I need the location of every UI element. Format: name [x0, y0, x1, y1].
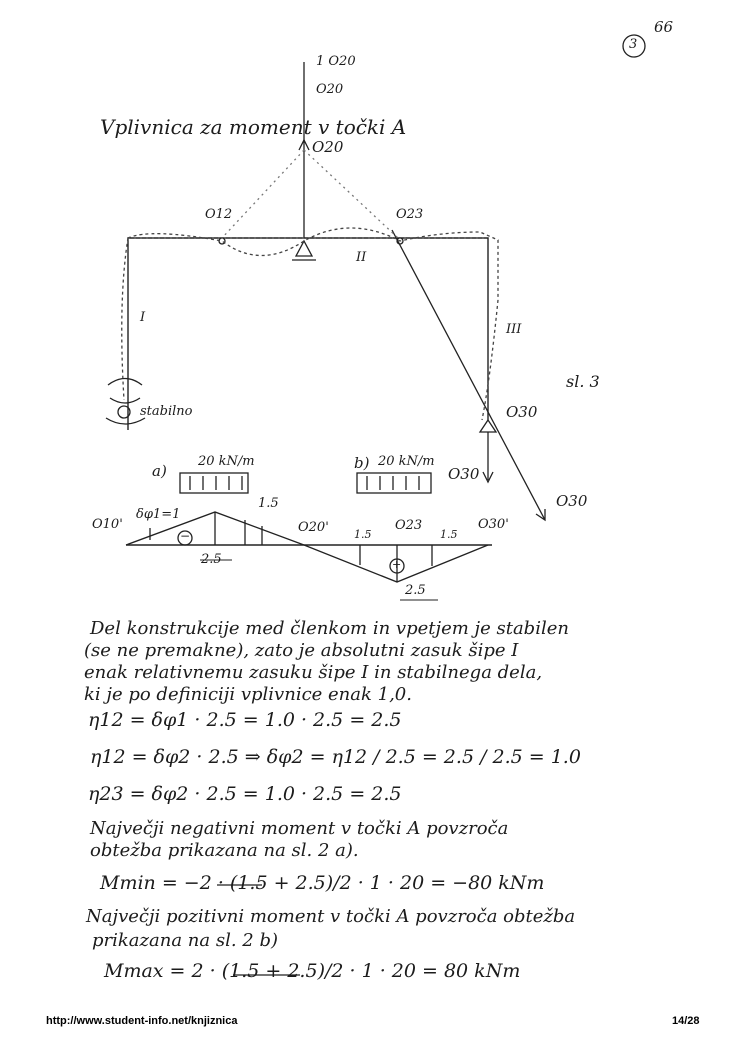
middle-support — [296, 241, 312, 256]
il-v2: 1.5 — [440, 528, 458, 541]
footer-page-number: 14/28 — [672, 1015, 700, 1027]
para1-line1: Del konstrukcije med členkom in vpetjem je stabilen — [90, 618, 569, 639]
displaced-part-one — [122, 238, 128, 400]
pole-o12: O12 — [205, 207, 233, 222]
il-o20p: O20' — [298, 520, 329, 535]
displaced-shape — [128, 228, 498, 420]
pole-o23: O23 — [396, 207, 424, 222]
il-pos-sign: + — [392, 558, 402, 571]
il-peak: 1.5 — [258, 496, 279, 511]
load-b-box — [357, 473, 431, 493]
para1-line3: enak relativnemu zasuku šipe I in stabilnega dela, — [84, 662, 543, 683]
load-a-arrows — [190, 476, 242, 490]
part-two-label: II — [356, 250, 367, 265]
equation-mmin: Mmin = −2 · (1.5 + 2.5)/2 · 1 · 20 = −80 kNm — [100, 872, 545, 894]
pole-o30-lower: O30 — [448, 465, 480, 483]
circle-number: 3 — [629, 37, 638, 52]
para2-line2: obtežba prikazana na sl. 2 a). — [90, 840, 359, 861]
equation-eta12: η12 = δφ1 · 2.5 = 1.0 · 2.5 = 2.5 — [88, 709, 402, 731]
pole-o30: O30 — [506, 403, 538, 421]
para1-line4: ki je po definiciji vplivnice enak 1,0. — [84, 684, 412, 705]
equation-eta23: η23 = δφ2 · 2.5 = 1.0 · 2.5 = 2.5 — [88, 783, 402, 805]
part-three-label: III — [506, 322, 522, 337]
load-b-value: 20 kN/m — [378, 454, 435, 469]
load-b-arrows — [367, 476, 419, 490]
equation-mmax: Mmax = 2 · (1.5 + 2.5)/2 · 1 · 20 = 80 kNm — [104, 960, 521, 982]
para3-line1: Največji pozitivni moment v točki A povzroča obtežba — [86, 906, 576, 927]
neg-ordinates — [150, 520, 262, 545]
para1-line2: (se ne premakne), zato je absolutni zasuk šipe I — [84, 640, 519, 661]
part-one-label: I — [140, 310, 146, 325]
il-span-label: 2.5 — [201, 552, 222, 567]
il-neg-sign: − — [180, 529, 191, 543]
figure-label: sl. 3 — [566, 372, 600, 391]
pole-o20-top: 1 O20 — [316, 54, 356, 69]
il-delta: δφ1=1 — [136, 507, 181, 522]
support-label: stabilno — [140, 404, 193, 419]
frame — [128, 238, 488, 430]
load-a-label: a) — [152, 462, 167, 480]
pole-o30-far: O30 — [556, 492, 588, 510]
il-left-pole: O10' — [92, 517, 123, 532]
equation-delta-phi2: η12 = δφ2 · 2.5 ⇒ δφ2 = η12 / 2.5 = 2.5 / 2.5 = 1.0 — [90, 746, 581, 768]
page-mark: 66 — [654, 18, 674, 36]
il-o23: O23 — [395, 518, 423, 533]
il-v1: 1.5 — [354, 528, 372, 541]
para2-line1: Največji negativni moment v točki A povzroča — [90, 818, 509, 839]
load-b-label: b) — [354, 454, 370, 472]
pole-o20-arrow: O20 — [312, 138, 344, 156]
diagram-title: Vplivnica za moment v točki A — [100, 115, 407, 139]
il-bottom-value: 2.5 — [405, 583, 426, 598]
pole-rays — [222, 150, 398, 238]
il-o30p: O30' — [478, 517, 509, 532]
load-a-value: 20 kN/m — [198, 454, 255, 469]
para3-line2: prikazana na sl. 2 b) — [92, 930, 278, 951]
footer-url[interactable]: http://www.student-info.net/knjiznica — [46, 1015, 238, 1027]
pole-o20: O20 — [316, 82, 344, 97]
